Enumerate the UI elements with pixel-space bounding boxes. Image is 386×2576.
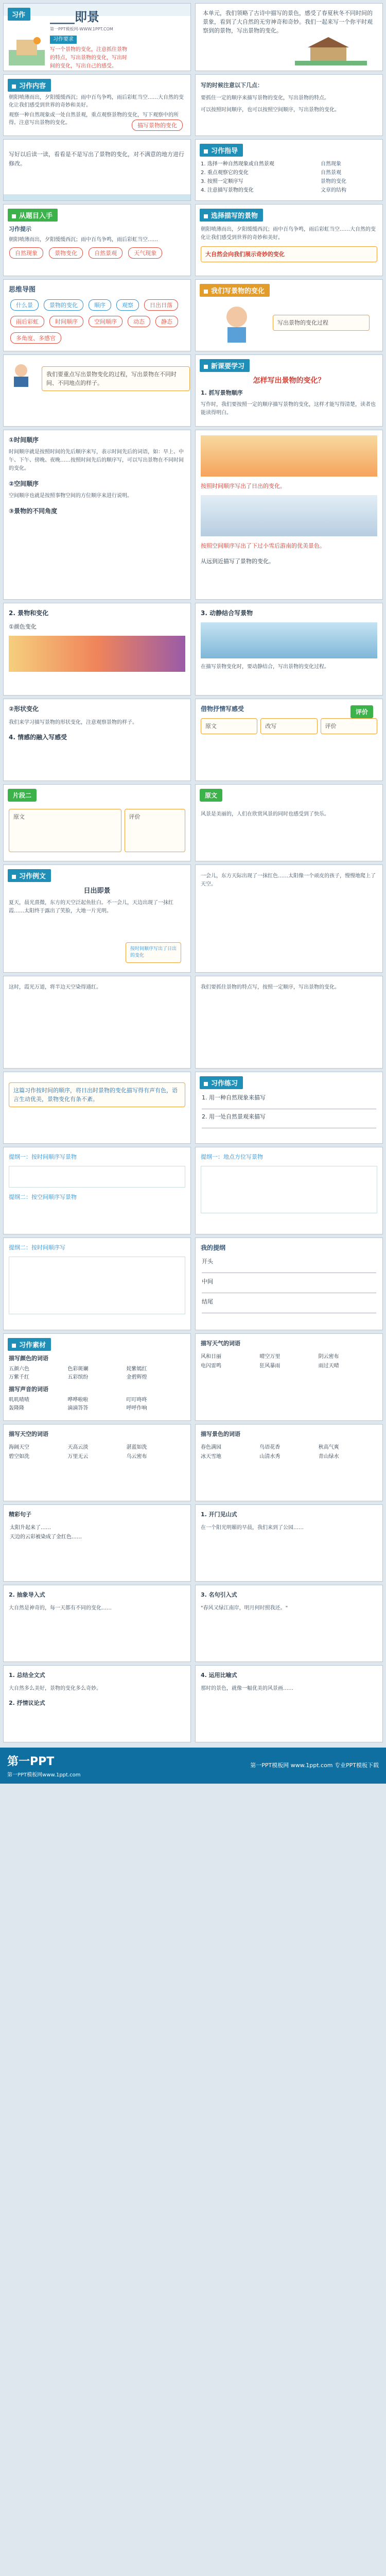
map-node-2: 景物的变化 xyxy=(44,299,83,311)
row-17 xyxy=(0,1424,386,1501)
quote-intro-slide xyxy=(195,1585,383,1662)
opening-text: 在一个阳光明媚的早晨，我们来到了公园…… xyxy=(201,1525,304,1531)
shape-change-title: ②形状变化 xyxy=(9,705,39,713)
review-text: 写好以后读一读，看看是不是写出了景物的变化，对不满意的地方进行修改。 xyxy=(9,151,184,167)
abstract-intro-text: 大自然是神奇的，每一天都有不同的变化…… xyxy=(9,1605,112,1611)
requirement-heading: 习作要求 xyxy=(50,36,77,44)
weather-word-1: 风和日丽 xyxy=(201,1354,221,1360)
guide-label-1: 自然现象 xyxy=(321,161,341,167)
sky-word-4: 碧空如洗 xyxy=(9,1454,29,1460)
footer-right-text: 第一PPT模板网 www.1ppt.com 专业PPT模板下载 xyxy=(250,1762,379,1769)
metaphor-text: 那时的景色，就像一幅优美的风景画…… xyxy=(201,1686,293,1691)
essay-note: 这篇习作按时间的顺序，将日出时景物的变化描写得有声有色，语言生动优美，景物变化有条不紊。 xyxy=(9,1082,185,1107)
quote-intro-title: 3. 名句引入式 xyxy=(201,1591,237,1598)
how-to-subtitle: 1. 抓写景物顺序 xyxy=(201,389,243,396)
ending-title: 1. 总结全文式 xyxy=(9,1672,45,1679)
section-label: 习作指导 xyxy=(211,147,238,155)
scenery-word-5: 山清水秀 xyxy=(259,1454,280,1460)
speech-slide xyxy=(3,354,191,427)
map-node-4: 观察 xyxy=(116,299,139,311)
row-10 xyxy=(0,784,386,861)
title-slide xyxy=(3,3,191,71)
essay-note-slide xyxy=(3,1072,191,1144)
section-practice xyxy=(200,1076,243,1089)
review-slide xyxy=(3,139,191,201)
row-6 xyxy=(0,354,386,427)
eval-row-2: 改写 xyxy=(260,718,317,734)
emotion-title: 4. 情感的融入写感受 xyxy=(9,734,67,741)
guide-label-2: 自然景观 xyxy=(321,170,341,176)
row-18 xyxy=(0,1504,386,1582)
snow-image xyxy=(201,495,377,536)
row-15 xyxy=(0,1238,386,1330)
footer-banner xyxy=(0,1748,386,1784)
intro-text: 本单元，我们领略了古诗中描写的景色，感受了春夏秋冬不同时间的景象，看到了大自然的无穷神奇和奇妙。我们一起来写一个你平时观察到的景物，写出景物的变化。 xyxy=(203,10,373,34)
metaphor-slide xyxy=(195,1665,383,1742)
word-1-1: 五颜六色 xyxy=(9,1366,29,1372)
order-types-slide xyxy=(3,430,191,600)
word-2-2: 哗哗啦啦 xyxy=(67,1397,89,1403)
page-title: ____即景 xyxy=(50,10,99,24)
section-tag-xizuo: 习作 xyxy=(8,8,30,21)
requirement-text xyxy=(50,36,127,71)
color-change-title: 2. 景物和变化 xyxy=(9,609,49,617)
sky-words-title: 描写天空的词语 xyxy=(9,1431,48,1437)
sky-word-2: 天高云淡 xyxy=(67,1445,89,1450)
dynamic-static-slide xyxy=(195,603,383,696)
color-change-sub: ①颜色变化 xyxy=(9,623,37,630)
site-caption: 第一PPT模板网-WWW.1PPT.COM xyxy=(50,27,113,31)
scenery-word-2: 鸟语花香 xyxy=(259,1445,280,1450)
weather-word-2: 晴空万里 xyxy=(259,1354,280,1360)
guide-label-3: 景物的变化 xyxy=(321,179,346,184)
scenery-word-1: 春色满园 xyxy=(201,1445,221,1450)
my-outline-title: 我的提纲 xyxy=(201,1244,226,1251)
word-1-4: 万紫千红 xyxy=(9,1375,29,1380)
color-gradient-image xyxy=(9,636,185,672)
weather-words-slide xyxy=(195,1333,383,1421)
map-node-3: 顺序 xyxy=(89,299,111,311)
sentence-2: 天边的云彩被染成了金红色…… xyxy=(10,1534,82,1540)
how-to-question: 怎样写出景物的变化？ xyxy=(253,377,325,385)
order-examples-slide xyxy=(195,430,383,600)
section-materials xyxy=(8,1338,51,1351)
my-outline-row-1: 开头 xyxy=(202,1258,213,1265)
ending-text: 大自然多么美好，景物的变化多么奇妙。 xyxy=(9,1686,101,1691)
essay-part4-text: 我们要抓住景物的特点写，按照一定顺序，写出景物的变化。 xyxy=(201,985,340,990)
color-change-slide xyxy=(3,603,191,696)
map-node-5: 日出日落 xyxy=(144,299,178,311)
sunrise-image xyxy=(201,435,377,477)
scenery-illustration xyxy=(9,35,45,65)
section-label: 习作例文 xyxy=(19,873,46,880)
content-text-2: 观察一种自然现象或一处自然景观，重点观察景物的变化，写下观察中的所得。注意写出景物的变化。 xyxy=(9,112,179,126)
materials-sub-2: 描写声音的词语 xyxy=(9,1386,48,1393)
sky-words-slide xyxy=(3,1424,191,1501)
word-1-6: 金碧辉煌 xyxy=(126,1375,147,1380)
section-example-essay xyxy=(8,869,51,882)
requirement-body: 写一个景物的变化，注意抓住景物的特点，写出景物的变化，写出时间的变化，写出自己的感受。 xyxy=(50,47,127,69)
guide-label-4: 文章的结构 xyxy=(321,188,346,193)
essay-part4-slide xyxy=(195,976,383,1069)
row-2 xyxy=(0,74,386,136)
word-1-5: 五彩缤纷 xyxy=(67,1375,89,1380)
emotion-eval-slide xyxy=(195,699,383,781)
how-to-slide xyxy=(195,354,383,427)
mindmap-title: 思维导图 xyxy=(9,286,36,294)
teacher-avatar-icon xyxy=(10,362,32,388)
outline-item-2: 提纲二：按空间顺序写景物 xyxy=(9,1194,77,1200)
footer-left-text: 第一PPT模板网www.1ppt.com xyxy=(7,1772,81,1778)
guide-item-4: 4. 注意描写景物的变化 xyxy=(201,188,254,193)
row-9 xyxy=(0,699,386,781)
practice-slide xyxy=(195,1072,383,1144)
original-text: 风景是美丽的，人们在欣赏风景的同时也感受到了快乐。 xyxy=(201,811,329,817)
scenery-word-4: 冰天雪地 xyxy=(201,1454,221,1460)
order-time-title: ①时间顺序 xyxy=(9,436,39,444)
order-space-text: 空间顺序也就是按照事物空间的方位顺序来进行说明。 xyxy=(9,493,132,499)
map-node-1: 什么景 xyxy=(10,299,39,311)
word-2-4: 轰隆隆 xyxy=(9,1405,24,1411)
weather-word-5: 狂风暴雨 xyxy=(259,1363,280,1369)
order-space-title: ②空间顺序 xyxy=(9,480,39,487)
sky-word-5: 万里无云 xyxy=(67,1454,89,1460)
my-outline-row-3: 结尾 xyxy=(202,1298,213,1305)
footer-brand: 第一PPT xyxy=(7,1755,55,1768)
topic-slide xyxy=(3,204,191,276)
example-note-1: 按照时间顺序写出了日出的变化。 xyxy=(201,483,286,489)
content-text-1: 朝阳喷薄而出，夕阳缓缓西沉；雨中百鸟争鸣，雨后彩虹当空……大自然的变化让我们感受到世界的奇妙和美好。 xyxy=(9,95,184,108)
eval-tag: 评价 xyxy=(350,705,373,718)
chip-4: 天气现象 xyxy=(128,247,162,259)
my-outline-row-2: 中间 xyxy=(202,1278,213,1285)
row-16 xyxy=(0,1333,386,1421)
eval-row-3: 评价 xyxy=(321,718,377,734)
map-node-6: 雨后彩虹 xyxy=(10,316,44,327)
fragment-col-original: 原文 xyxy=(9,809,121,852)
choose-scene-text: 朝阳喷薄而出，夕阳缓缓西沉；雨中百鸟争鸣，雨后彩虹当空……大自然的变化让我们感受到世界的奇妙和美好。 xyxy=(201,227,376,241)
fragment-two-slide xyxy=(3,784,191,861)
original-text-slide xyxy=(195,784,383,861)
row-8 xyxy=(0,603,386,696)
abstract-intro-title: 2. 抽象导入式 xyxy=(9,1591,45,1598)
sky-word-3: 湛蓝如洗 xyxy=(126,1445,147,1450)
section-xizuo-zhidao xyxy=(200,144,243,157)
map-node-8: 空间顺序 xyxy=(89,316,122,327)
topic-subtitle: 习作提示 xyxy=(9,226,31,232)
outline-one-slide xyxy=(3,1147,191,1234)
map-node-9: 动态 xyxy=(128,316,150,327)
describe-change-chip: 描写景物的变化 xyxy=(132,120,183,131)
tips-point-1: 要抓住一定的顺序来描写景物的变化，写出景物的特点。 xyxy=(201,95,329,101)
sentence-1: 太阳升起来了…… xyxy=(10,1525,51,1531)
tips-point-2: 可以按照时间顺序，也可以按照空间顺序，写出景物的变化。 xyxy=(201,107,340,113)
abstract-intro-slide xyxy=(3,1585,191,1662)
dynamic-static-title: 3. 动静结合写景物 xyxy=(201,609,253,617)
example-essay-slide xyxy=(3,865,191,973)
choose-scene-note: 大自然会向我们展示奇妙的变化 xyxy=(201,246,377,262)
scenery-word-3: 秋高气爽 xyxy=(318,1445,339,1450)
essay-comment: 按时间顺序写出了日出的变化 xyxy=(126,942,181,963)
weather-word-6: 雨过天晴 xyxy=(318,1363,339,1369)
row-12 xyxy=(0,976,386,1069)
section-label: 习作素材 xyxy=(19,1342,46,1349)
row-14 xyxy=(0,1147,386,1234)
weather-words-title: 描写天气的词语 xyxy=(201,1340,240,1347)
practice-item-1: 1. 用一种自然现象来描写 xyxy=(202,1094,266,1101)
outline-place-tag: 提纲一：地点方位写景物 xyxy=(201,1154,263,1160)
weather-word-3: 阴云密布 xyxy=(318,1354,339,1360)
row-1 xyxy=(0,3,386,71)
map-node-7: 时间顺序 xyxy=(49,316,83,327)
scenery-words-title: 描写景色的词语 xyxy=(201,1431,240,1437)
opening-slide xyxy=(195,1504,383,1582)
write-change-note: 写出景物的变化过程 xyxy=(273,315,370,331)
section-label: 选择描写的景物 xyxy=(211,212,258,220)
essay-title: 日出即景 xyxy=(83,887,111,895)
row-5 xyxy=(0,279,386,351)
sentences-title: 精彩句子 xyxy=(9,1511,31,1518)
chip-2: 景物变化 xyxy=(49,247,83,259)
row-11 xyxy=(0,865,386,973)
materials-slide xyxy=(3,1333,191,1421)
order-time-text: 时间顺序就是按照时间的先后顺序来写，表示时间先后的词语，如：早上、中午、下午、傍晚、夜晚……按照时间先后的顺序写，可以写出景物在不同时间的变化。 xyxy=(9,449,184,471)
essay-part3-slide xyxy=(3,976,191,1069)
guide-item-3: 3. 按照一定顺序写 xyxy=(201,179,243,184)
section-label: 新课要学习 xyxy=(211,363,245,370)
row-20 xyxy=(0,1665,386,1742)
opening-title: 1. 开门见山式 xyxy=(201,1511,237,1518)
original-tag: 原文 xyxy=(200,789,222,802)
word-1-2: 色彩斑斓 xyxy=(67,1366,89,1372)
shape-change-slide xyxy=(3,699,191,781)
child-illustration xyxy=(216,302,257,344)
guidance-slide xyxy=(195,139,383,201)
write-change-slide xyxy=(195,279,383,351)
topic-text: 朝阳喷薄而出，夕阳缓缓西沉；雨中百鸟争鸣，雨后彩虹当空…… xyxy=(9,237,158,243)
word-2-5: 滴滴答答 xyxy=(67,1405,89,1411)
example-note-2: 按照空间顺序写出了下过小雪后游南的优美景色。 xyxy=(201,543,325,549)
word-2-6: 呼呼作响 xyxy=(126,1405,147,1411)
sentences-slide xyxy=(3,1504,191,1582)
row-19 xyxy=(0,1585,386,1662)
quote-intro-text: "春风又绿江南岸，明月何时照我还。" xyxy=(201,1605,288,1611)
ending-slide xyxy=(3,1665,191,1742)
row-13 xyxy=(0,1072,386,1144)
tips-slide xyxy=(195,74,383,136)
guide-item-2: 2. 重点观察它的变化 xyxy=(201,170,249,176)
ending-title-2: 2. 抒情议论式 xyxy=(9,1700,45,1706)
row-3 xyxy=(0,139,386,201)
order-angle-title: ③景物的不同角度 xyxy=(9,507,58,515)
word-2-3: 叮叮咚咚 xyxy=(126,1397,147,1403)
choose-scene-slide xyxy=(195,204,383,276)
section-xizuo-neirong xyxy=(8,79,51,92)
sky-word-6: 乌云密布 xyxy=(126,1454,147,1460)
outline-place-slide xyxy=(195,1147,383,1234)
weather-word-4: 电闪雷鸣 xyxy=(201,1363,221,1369)
row-4 xyxy=(0,204,386,276)
shape-change-text: 我们来学习描写景物的形状变化，注意观察景物的样子。 xyxy=(9,720,137,725)
dynamic-static-text: 在描写景物变化时，要动静结合，写出景物的变化过程。 xyxy=(201,664,329,670)
scenery-words-slide xyxy=(195,1424,383,1501)
outline-item-1: 提纲一：按时间顺序写景物 xyxy=(9,1154,77,1160)
eval-row-1: 原文 xyxy=(201,718,257,734)
metaphor-title: 4. 运用比喻式 xyxy=(201,1672,237,1679)
essay-continue-slide xyxy=(195,865,383,973)
section-label: 习作内容 xyxy=(19,82,46,90)
outline-two-label: 提纲二：按时间顺序写 xyxy=(9,1244,65,1251)
essay-part3-text: 这时，霞光万道，将半边天空染得通红。 xyxy=(9,985,101,990)
example-note-3: 从远到近描写了景物的变化。 xyxy=(201,558,274,565)
fragment-col-eval: 评价 xyxy=(125,809,185,852)
house-landscape-illustration xyxy=(295,37,367,65)
section-new-lesson xyxy=(200,359,250,372)
emotion-eval-title: 借物抒情写感受 xyxy=(201,705,244,713)
essay-continue-text: 一会儿，东方天际出现了一抹红色……太阳像一个顽皮的孩子，慢慢地爬上了天空。 xyxy=(201,873,376,887)
materials-sub-1: 描写颜色的词语 xyxy=(9,1355,48,1362)
word-1-3: 姹紫嫣红 xyxy=(126,1366,147,1372)
section-choose-scene xyxy=(200,209,263,222)
section-label: 习作练习 xyxy=(211,1080,238,1088)
content-slide xyxy=(3,74,191,136)
intro-slide xyxy=(195,3,383,71)
practice-item-2: 2. 用一处自然景观来描写 xyxy=(202,1113,266,1120)
tips-title: 写的时候注意以下几点： xyxy=(201,82,263,89)
sky-word-1: 海阔天空 xyxy=(9,1445,29,1450)
section-write-change xyxy=(200,284,270,297)
essay-text: 夏天，晨光熹微，东方的天空泛起鱼肚白。不一会儿，天边出现了一抹红霞……太阳终于露出了笑脸，大地一片光明。 xyxy=(9,900,173,914)
chip-3: 自然景观 xyxy=(89,247,122,259)
outline-two-slide xyxy=(3,1238,191,1330)
row-7 xyxy=(0,430,386,600)
word-2-1: 叽叽喳喳 xyxy=(9,1397,29,1403)
guide-item-1: 1. 选择一种自然现象或自然景观 xyxy=(201,161,274,167)
section-title-entry xyxy=(8,209,58,222)
chip-1: 自然现象 xyxy=(9,247,43,259)
mindmap-slide xyxy=(3,279,191,351)
fragment-tag: 片段二 xyxy=(8,789,37,802)
landscape-image xyxy=(201,622,377,658)
section-label: 我们写景物的变化 xyxy=(211,287,265,295)
my-outline-slide xyxy=(195,1238,383,1330)
map-node-10: 静态 xyxy=(155,316,178,327)
speech-bubble: 我们要重点写出景物变化的过程，写出景物在不同时间、不同地点的样子。 xyxy=(42,366,190,391)
how-to-text: 写作时，我们要按照一定的顺序描写景物的变化，这样才能写得清楚，读者也能读得明白。 xyxy=(201,402,376,416)
scenery-word-6: 青山绿水 xyxy=(318,1454,339,1460)
section-label: 从题目入手 xyxy=(19,212,53,220)
map-node-11: 多角度、多感官 xyxy=(10,332,61,344)
